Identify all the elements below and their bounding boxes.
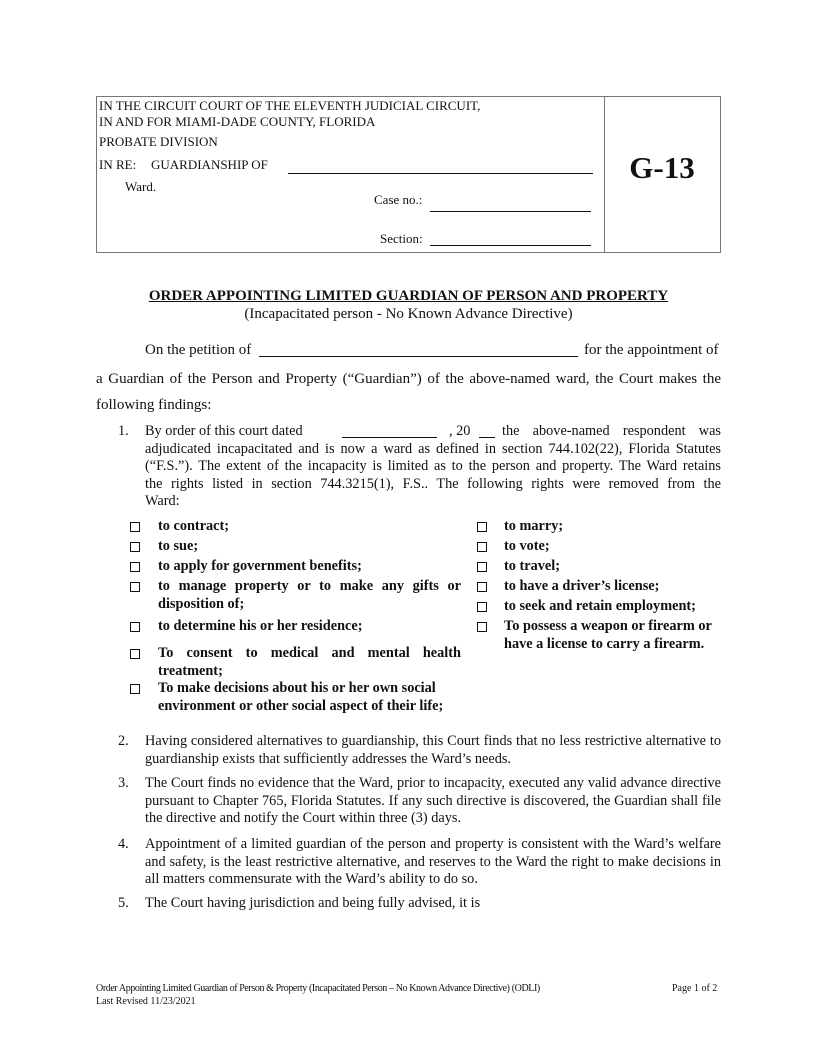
checkbox-to-contract[interactable] [130, 522, 140, 532]
checkbox-government-benefits[interactable] [130, 562, 140, 572]
checkbox-manage-property[interactable] [130, 582, 140, 592]
right-to-travel: to travel; [504, 558, 560, 574]
petitioner-field[interactable] [259, 356, 578, 357]
footer-form-title: Order Appointing Limited Guardian of Person & Property (Incapacitated Person – No Known Advance Directive) (ODLI) [96, 983, 540, 994]
finding-1-line-3: (“F.S.”). The extent of the incapacity is limited as to the person and property. The Ward retains [145, 458, 721, 474]
right-firearm: To possess a weapon or firearm or have a license to carry a firearm. [504, 618, 712, 652]
case-no-label: Case no.: [374, 192, 423, 207]
section-field[interactable] [430, 245, 591, 246]
in-re-label: IN RE: [99, 157, 137, 172]
intro-start: On the petition of [145, 342, 252, 358]
right-government-benefits: to apply for government benefits; [158, 558, 362, 574]
finding-1-line-5: Ward: [145, 493, 180, 509]
right-medical-consent: To consent to medical and mental health treatment; [158, 645, 461, 679]
court-line-2: IN AND FOR MIAMI-DADE COUNTY, FLORIDA [99, 114, 376, 129]
intro-end: for the appointment of [584, 342, 719, 358]
right-to-sue: to sue; [158, 538, 199, 554]
finding-2-number: 2. [118, 733, 129, 749]
right-drivers-license: to have a driver’s license; [504, 578, 660, 594]
intro-line-2: a Guardian of the Person and Property (“Guardian”) of the above-named ward, the Court makes the [96, 371, 721, 387]
checkbox-to-sue[interactable] [130, 542, 140, 552]
footer-revised: Last Revised 11/23/2021 [96, 996, 196, 1007]
checkbox-to-vote[interactable] [477, 542, 487, 552]
document-title: ORDER APPOINTING LIMITED GUARDIAN OF PERSON AND PROPERTY [148, 288, 669, 304]
finding-1-number: 1. [118, 423, 129, 439]
right-social-environment: To make decisions about his or her own social environment or other social aspect of their life; [158, 680, 444, 714]
finding-1-rest: the above-named respondent was [502, 423, 721, 439]
form-number: G-13 [629, 150, 695, 185]
finding-5-text: The Court having jurisdiction and being fully advised, it is [145, 895, 481, 911]
section-label: Section: [380, 231, 423, 246]
finding-1-line-2: adjudicated incapacitated and is now a ward as defined in section 744.102(22), Florida Statutes [145, 441, 721, 457]
right-to-marry: to marry; [504, 518, 564, 534]
right-manage-property: to manage property or to make any gifts or disposition of; [158, 578, 461, 612]
guardianship-of-label: GUARDIANSHIP OF [151, 157, 268, 172]
finding-3-number: 3. [118, 775, 129, 791]
case-no-field[interactable] [430, 211, 591, 212]
checkbox-to-marry[interactable] [477, 522, 487, 532]
checkbox-determine-residence[interactable] [130, 622, 140, 632]
right-to-contract: to contract; [158, 518, 230, 534]
checkbox-firearm[interactable] [477, 622, 487, 632]
checkbox-medical-consent[interactable] [130, 649, 140, 659]
ward-label: Ward. [125, 179, 157, 194]
checkbox-to-travel[interactable] [477, 562, 487, 572]
checkbox-social-environment[interactable] [130, 684, 140, 694]
court-line-1: IN THE CIRCUIT COURT OF THE ELEVENTH JUDICIAL CIRCUIT, [99, 98, 481, 113]
document-subtitle: (Incapacitated person - No Known Advance Directive) [244, 306, 573, 322]
order-year-field[interactable] [479, 437, 495, 438]
finding-5-number: 5. [118, 895, 129, 911]
right-employment: to seek and retain employment; [504, 598, 696, 614]
intro-line-3: following findings: [96, 397, 212, 413]
finding-3-text: The Court finds no evidence that the Ward, prior to incapacity, executed any valid advance directive pursuant to Chapter 765, Florida Statutes. If any such directive is discovered, the Guardian shall file the directive and notify the Court within three (3) days. [145, 775, 721, 826]
finding-1-line-4: the rights listed in section 744.3215(1), F.S.. The following rights were removed from the [145, 476, 721, 492]
right-to-vote: to vote; [504, 538, 550, 554]
right-determine-residence: to determine his or her residence; [158, 618, 363, 634]
finding-4-text: Appointment of a limited guardian of the person and property is consistent with the Ward’s welfare and safety, is the least restrictive alternative, and reserves to the Ward the right to make decisions in all matters commensurate with the Ward’s ability to do so. [145, 836, 721, 887]
order-date-field[interactable] [342, 437, 437, 438]
checkbox-employment[interactable] [477, 602, 487, 612]
finding-2-text: Having considered alternatives to guardianship, this Court finds that no less restrictive alternative to guardianship exists that sufficiently addresses the Ward’s needs. [145, 733, 721, 767]
footer-page-number: Page 1 of 2 [672, 983, 718, 994]
finding-1-start: By order of this court dated [145, 423, 303, 439]
finding-1-year: , 20 [449, 423, 471, 439]
division: PROBATE DIVISION [99, 134, 218, 149]
checkbox-drivers-license[interactable] [477, 582, 487, 592]
ward-name-field[interactable] [288, 173, 593, 174]
finding-4-number: 4. [118, 836, 129, 852]
